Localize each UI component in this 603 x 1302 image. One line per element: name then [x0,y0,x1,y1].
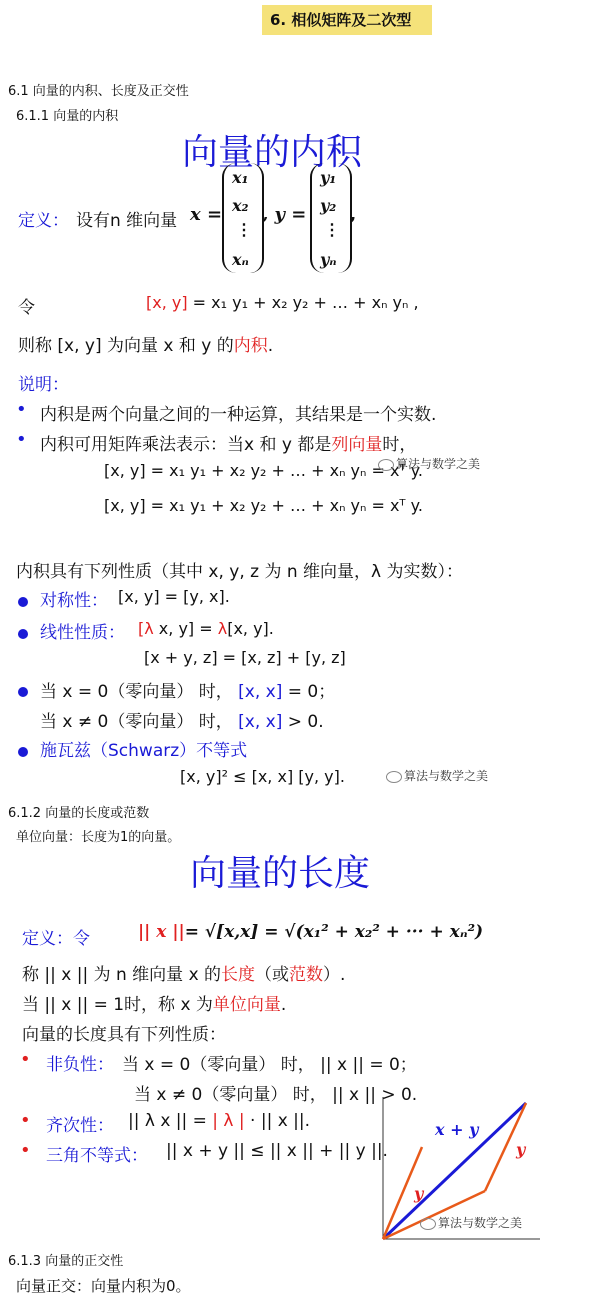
bullet-2: • [16,429,27,450]
watermark-2 [386,767,488,784]
nonneg-line-2: 当 x ≠ 0（零向量） 时， || x || > 0. [134,1085,418,1105]
length-formula [138,922,483,942]
homog-pre: || λ x || = [128,1111,213,1131]
lin-lambda-b: λ [217,619,228,638]
bullet-dot-2 [18,624,28,643]
lin-end: [x, y]. [227,619,274,638]
lin-mid: x, y] = [153,619,218,638]
zero-vector-line-2 [40,707,324,732]
zv2-end: > 0. [282,712,324,732]
watermark-text-2: 算法与数学之美 [404,769,489,783]
length-naming-mid: （或 [255,965,290,985]
nonneg-line-1: 当 x = 0（零向量） 时， || x || = 0； [122,1055,417,1075]
homog-label: 齐次性： [46,1116,114,1136]
matrix-form-eq-1: [x, y] = x₁ y₁ + x₂ y₂ + … + xₙ yₙ = xᵀ y. [104,461,423,480]
length-title: 向量的长度 [190,853,371,894]
wechat-icon [378,459,394,471]
inner-product-title: 向量的内积 [182,132,363,173]
length-def-label: 定义：令 [22,929,90,949]
homog-end: · || x ||. [244,1111,311,1131]
homog-abs-lambda: | λ | [212,1111,245,1131]
zero-vector-line-1 [40,677,335,702]
homog-eq [128,1111,310,1131]
x-entry-1: x₁ [232,168,249,187]
norm-term: 范数 [289,965,324,985]
zv1-text: 当 x = 0（零向量） 时， [40,682,233,702]
zv2-inner: [x, x] [238,712,283,732]
zv1-inner: [x, x] [238,682,283,702]
matrix-form-eq-2: [x, y] = x₁ y₁ + x₂ y₂ + … + xₙ yₙ = xᵀ y. [104,496,423,515]
let-word: 令 [18,298,35,318]
watermark-3 [420,1214,522,1231]
norm-symbol: || x || [138,922,185,942]
section-6-1-3: 6.1.3 向量的正交性 [8,1254,124,1269]
chapter-title: 6. 相似矩阵及二次型 [270,11,412,29]
red-bullet-2: • [20,1110,31,1131]
watermark-1 [378,455,480,472]
fig-label-y-left: y [414,1184,424,1203]
inner-product-naming [18,331,273,356]
y-entry-n: yₙ [320,250,337,269]
fig-label-y-right: y [516,1140,526,1159]
fig-label-sum: x + y [435,1120,479,1139]
explain-label: 说明： [18,375,69,395]
unit-term: 单位向量 [212,995,281,1015]
length-naming [22,960,345,985]
watermark-text-1: 算法与数学之美 [396,457,481,471]
wechat-icon [386,771,402,783]
watermark-text-3: 算法与数学之美 [438,1216,523,1230]
y-end-comma: , [350,204,357,225]
column-vector-term: 列向量 [331,435,383,455]
explain-2 [40,430,416,455]
triangle-label: 三角不等式： [46,1146,148,1166]
y-entry-1: y₁ [320,168,337,187]
unit-text: 当 || x || = 1时，称 x 为 [22,995,213,1015]
schwarz-label: 施瓦兹（Schwarz）不等式 [40,741,248,761]
properties-intro: 内积具有下列性质（其中 x, y, z 为 n 维向量，λ 为实数）： [16,562,464,582]
explain-2-text: 内积可用矩阵乘法表示：当x 和 y 都是 [40,435,332,455]
wechat-icon [420,1218,436,1230]
inner-product-formula [146,293,419,312]
y-entry-dots: ⋮ [324,220,340,239]
def-text: 设有n 维向量 [76,211,178,231]
x-equals: x = [190,204,223,225]
explain-2-end: 时， [382,435,417,455]
length-naming-end: ）. [323,965,346,985]
length-term: 长度 [221,965,256,985]
lin-lambda-a: [λ [138,619,154,638]
def-label: 定义： [18,211,69,231]
zv1-end: = 0； [282,682,336,702]
symmetry-eq: [x, y] = [y, x]. [118,587,230,606]
section-6-1: 6.1 向量的内积、长度及正交性 [8,84,189,99]
unit-vector-def: 单位向量：长度为1的向量。 [16,830,181,845]
y-entry-2: y₂ [320,196,337,215]
red-bullet-1: • [20,1049,31,1070]
naming-text: 则称 [x, y] 为向量 x 和 y 的 [18,336,234,356]
red-bullet-3: • [20,1140,31,1161]
orthogonality-def: 向量正交：向量内积为0。 [16,1277,191,1295]
bullet-dot-3 [18,682,28,701]
x-entry-2: x₂ [232,196,249,215]
section-6-1-2: 6.1.2 向量的长度或范数 [8,806,150,821]
linearity-eq-2: [x + y, z] = [x, z] + [y, z] [144,648,346,667]
bullet-dot-4 [18,742,28,761]
triangle-eq: || x + y || ≤ || x || + || y ||. [166,1141,388,1161]
linearity-label: 线性性质： [40,623,125,643]
y-equals: , y = [262,204,307,225]
norm-definition: = √[x,x] = √(x₁² + x₂² + ··· + xₙ²) [184,922,484,942]
length-naming-text: 称 || x || 为 n 维向量 x 的 [22,965,222,985]
linearity-eq-1 [138,619,274,638]
x-entry-dots: ⋮ [236,220,252,239]
schwarz-eq: [x, y]² ≤ [x, x] [y, y]. [180,767,345,786]
unit-vector-line [22,990,286,1015]
explain-1: 内积是两个向量之间的一种运算，其结果是一个实数. [40,405,437,425]
unit-end: . [280,995,287,1015]
bullet-dot-1 [18,592,28,611]
naming-end: . [267,336,274,356]
symmetry-label: 对称性： [40,591,108,611]
length-props-intro: 向量的长度具有下列性质： [22,1025,226,1045]
naming-term: 内积 [233,336,268,356]
x-entry-n: xₙ [232,250,249,269]
formula-rhs: = x₁ y₁ + x₂ y₂ + … + xₙ yₙ , [187,293,419,312]
zv2-text: 当 x ≠ 0（零向量） 时， [40,712,233,732]
bullet-1: • [16,399,27,420]
section-6-1-1: 6.1.1 向量的内积 [16,109,119,124]
nonneg-label: 非负性： [46,1055,114,1075]
formula-lhs: [x, y] [146,293,188,312]
